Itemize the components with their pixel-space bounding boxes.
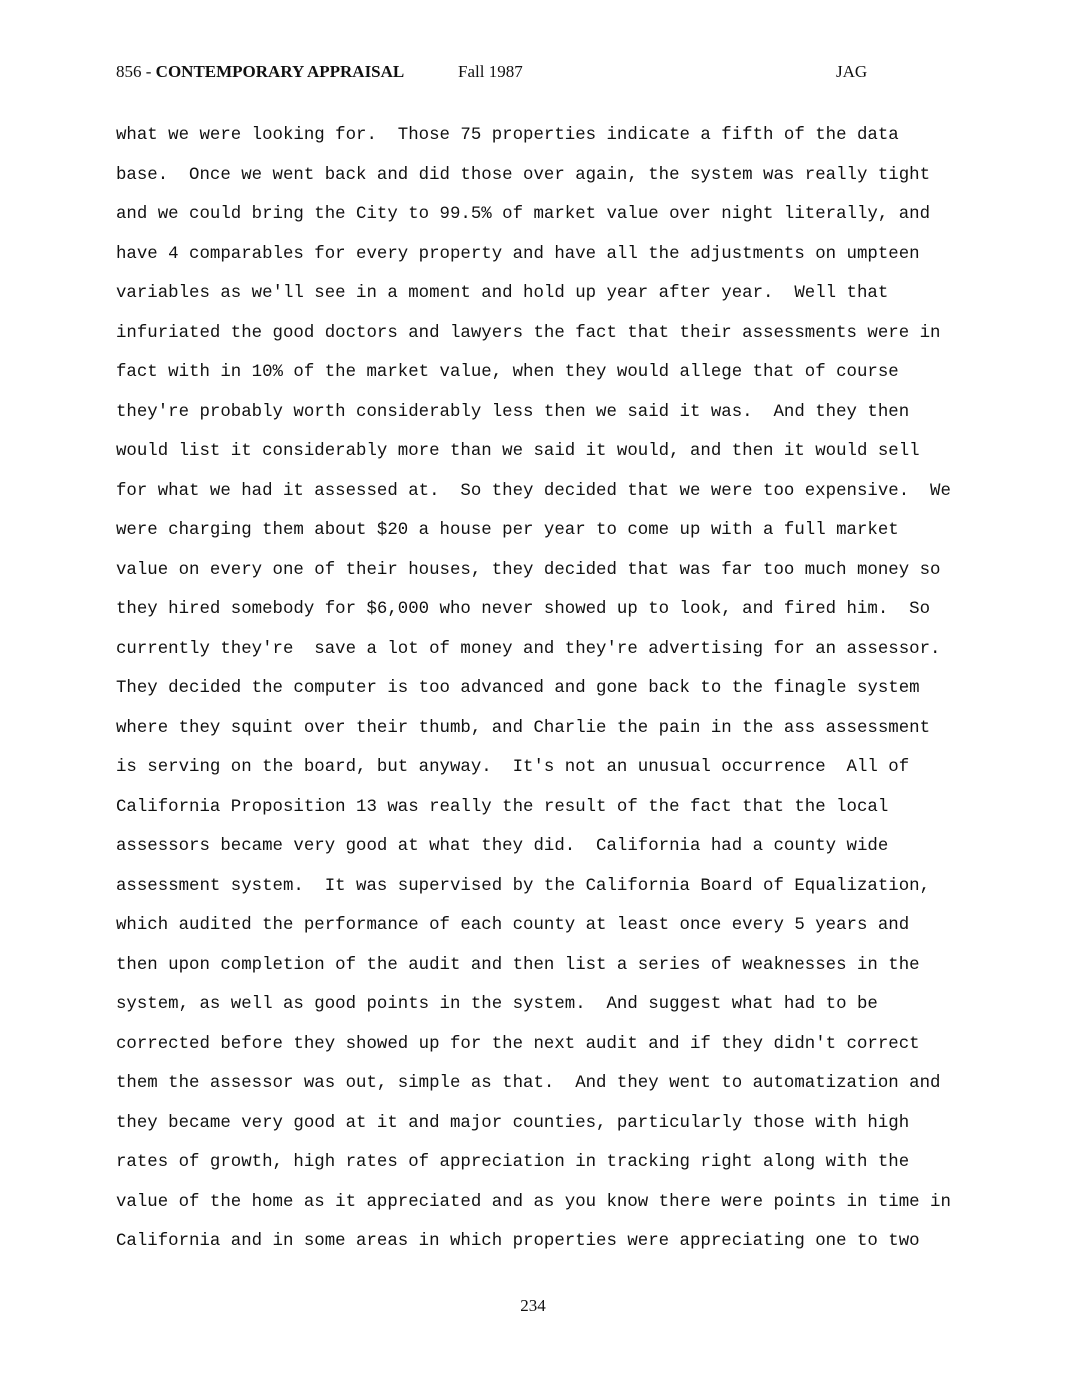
course-label <box>116 62 404 82</box>
author-initials: JAG <box>836 62 868 81</box>
text-line: what we were looking for. Those 75 properties indicate a fifth of the data <box>116 126 899 145</box>
page-number: 234 <box>520 1296 546 1315</box>
text-line: system, as well as good points in the system. And suggest what had to be <box>116 995 878 1014</box>
text-line: value on every one of their houses, they decided that was far too much money so <box>116 560 941 580</box>
transcript-body <box>116 124 1016 1270</box>
text-line: is serving on the board, but anyway. It's not an unusual occurrence All of <box>116 758 910 777</box>
text-line: them the assessor was out, simple as that. And they went to automatization and <box>116 1074 941 1093</box>
text-line: California and in some areas in which properties were appreciating one to two <box>116 1232 920 1251</box>
text-line: assessment system. It was supervised by the California Board of Equalization, <box>116 876 931 896</box>
text-line: which audited the performance of each county at least once every 5 years and <box>116 916 910 935</box>
text-line: corrected before they showed up for the next audit and if they didn't correct <box>116 1034 920 1054</box>
text-line: rates of growth, high rates of appreciation in tracking right along with the <box>116 1153 910 1172</box>
text-line: were charging them about $20 a house per year to come up with a full market <box>116 521 899 540</box>
text-line: have 4 comparables for every property and have all the adjustments on umpteen <box>116 244 920 264</box>
text-line: They decided the computer is too advanced and gone back to the finagle system <box>116 679 920 698</box>
course-number: 856 - <box>116 62 156 81</box>
page-header <box>0 62 1066 86</box>
text-line: currently they're save a lot of money and they're advertising for an assessor. <box>116 639 941 659</box>
text-line: would list it considerably more than we said it would, and then it would sell <box>116 442 920 461</box>
text-line: where they squint over their thumb, and Charlie the pain in the ass assessment <box>116 718 931 738</box>
text-line: California Proposition 13 was really the result of the fact that the local <box>116 797 889 817</box>
text-line: assessors became very good at what they did. California had a county wide <box>116 837 889 856</box>
text-line: then upon completion of the audit and then list a series of weaknesses in the <box>116 955 920 975</box>
text-line: value of the home as it appreciated and as you know there were points in time in <box>116 1192 951 1212</box>
text-line: they hired somebody for $6,000 who never showed up to look, and fired him. So <box>116 600 931 619</box>
course-title: CONTEMPORARY APPRAISAL <box>155 62 405 81</box>
text-line: and we could bring the City to 99.5% of market value over night literally, and <box>116 205 931 224</box>
text-line: for what we had it assessed at. So they decided that we were too expensive. We <box>116 481 951 501</box>
text-line: base. Once we went back and did those over again, the system was really tight <box>116 165 931 185</box>
text-line: variables as we'll see in a moment and hold up year after year. Well that <box>116 284 889 303</box>
text-line: infuriated the good doctors and lawyers the fact that their assessments were in <box>116 323 941 343</box>
term-label: Fall 1987 <box>458 62 523 81</box>
text-line: they became very good at it and major counties, particularly those with high <box>116 1113 910 1133</box>
text-line: fact with in 10% of the market value, when they would allege that of course <box>116 363 899 382</box>
text-line: they're probably worth considerably less then we said it was. And they then <box>116 402 910 422</box>
